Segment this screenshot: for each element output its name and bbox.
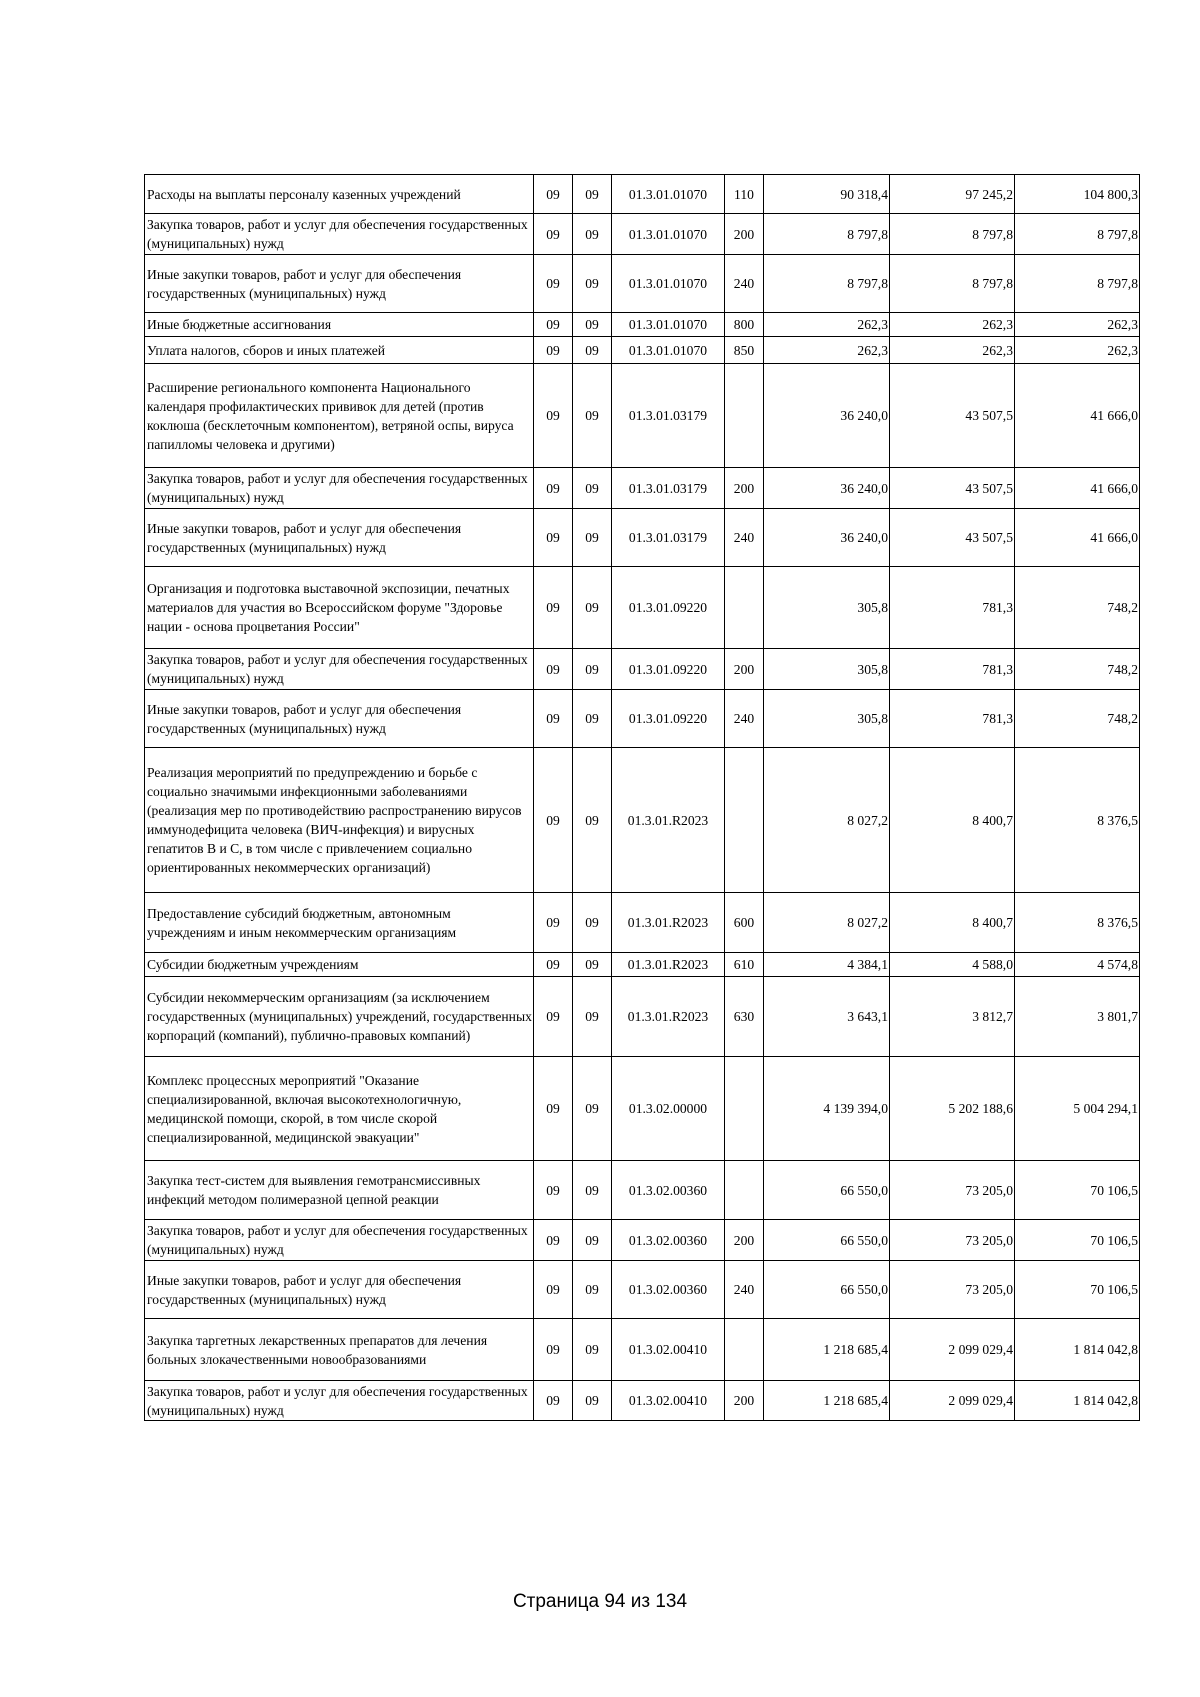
row-section: 09	[534, 313, 573, 337]
row-amount-2: 4 588,0	[890, 953, 1015, 977]
row-amount-3: 3 801,7	[1015, 977, 1140, 1057]
table-row	[145, 953, 1140, 977]
table-row	[145, 509, 1140, 567]
row-subsection: 09	[573, 1161, 612, 1220]
row-section: 09	[534, 175, 573, 214]
row-amount-1: 8 797,8	[764, 255, 890, 313]
row-section: 09	[534, 893, 573, 953]
row-target-article: 01.3.01.09220	[612, 649, 725, 690]
row-amount-3: 70 106,5	[1015, 1261, 1140, 1319]
row-subsection: 09	[573, 214, 612, 255]
row-expense-type	[725, 1319, 764, 1381]
row-subsection: 09	[573, 509, 612, 567]
row-amount-2: 781,3	[890, 649, 1015, 690]
row-section: 09	[534, 255, 573, 313]
row-amount-1: 305,8	[764, 649, 890, 690]
row-expense-type: 200	[725, 649, 764, 690]
row-target-article: 01.3.01.R2023	[612, 748, 725, 893]
row-amount-2: 8 400,7	[890, 748, 1015, 893]
row-amount-2: 43 507,5	[890, 509, 1015, 567]
row-target-article: 01.3.01.01070	[612, 313, 725, 337]
row-name: Предоставление субсидий бюджетным, автономным учреждениям и иным некоммерческим организациям	[145, 893, 534, 953]
row-amount-1: 36 240,0	[764, 364, 890, 468]
row-target-article: 01.3.01.01070	[612, 255, 725, 313]
table-row	[145, 690, 1140, 748]
row-amount-3: 8 797,8	[1015, 214, 1140, 255]
row-target-article: 01.3.01.09220	[612, 567, 725, 649]
table-row	[145, 649, 1140, 690]
row-section: 09	[534, 977, 573, 1057]
row-amount-2: 262,3	[890, 337, 1015, 364]
row-amount-3: 8 376,5	[1015, 748, 1140, 893]
row-section: 09	[534, 953, 573, 977]
row-expense-type	[725, 748, 764, 893]
row-expense-type	[725, 567, 764, 649]
row-expense-type: 630	[725, 977, 764, 1057]
row-target-article: 01.3.02.00000	[612, 1057, 725, 1161]
row-amount-1: 4 384,1	[764, 953, 890, 977]
row-expense-type: 240	[725, 690, 764, 748]
row-amount-3: 70 106,5	[1015, 1161, 1140, 1220]
row-amount-3: 748,2	[1015, 690, 1140, 748]
row-section: 09	[534, 1161, 573, 1220]
row-amount-1: 4 139 394,0	[764, 1057, 890, 1161]
row-amount-2: 97 245,2	[890, 175, 1015, 214]
row-amount-1: 262,3	[764, 313, 890, 337]
row-subsection: 09	[573, 893, 612, 953]
row-amount-1: 262,3	[764, 337, 890, 364]
row-section: 09	[534, 509, 573, 567]
row-target-article: 01.3.01.09220	[612, 690, 725, 748]
row-amount-1: 8 027,2	[764, 893, 890, 953]
row-target-article: 01.3.02.00360	[612, 1161, 725, 1220]
row-amount-1: 305,8	[764, 567, 890, 649]
row-target-article: 01.3.02.00410	[612, 1319, 725, 1381]
table-row	[145, 1381, 1140, 1421]
row-amount-3: 748,2	[1015, 649, 1140, 690]
row-name: Иные закупки товаров, работ и услуг для обеспечения государственных (муниципальных) нужд	[145, 255, 534, 313]
table-row	[145, 175, 1140, 214]
table-row	[145, 214, 1140, 255]
row-subsection: 09	[573, 567, 612, 649]
row-amount-2: 3 812,7	[890, 977, 1015, 1057]
row-amount-2: 781,3	[890, 690, 1015, 748]
row-subsection: 09	[573, 468, 612, 509]
row-subsection: 09	[573, 175, 612, 214]
row-amount-3: 41 666,0	[1015, 364, 1140, 468]
table-row	[145, 977, 1140, 1057]
row-amount-2: 73 205,0	[890, 1161, 1015, 1220]
row-expense-type: 200	[725, 468, 764, 509]
table-row	[145, 468, 1140, 509]
row-amount-3: 262,3	[1015, 313, 1140, 337]
row-amount-2: 2 099 029,4	[890, 1319, 1015, 1381]
row-name: Закупка таргетных лекарственных препаратов для лечения больных злокачественными новообразованиями	[145, 1319, 534, 1381]
row-name: Субсидии некоммерческим организациям (за исключением государственных (муниципальных) учреждений, государственных корпораций (компаний), публично-правовых компаний)	[145, 977, 534, 1057]
row-amount-3: 41 666,0	[1015, 509, 1140, 567]
row-expense-type	[725, 1161, 764, 1220]
row-expense-type: 240	[725, 255, 764, 313]
row-amount-1: 1 218 685,4	[764, 1381, 890, 1421]
row-name: Иные закупки товаров, работ и услуг для обеспечения государственных (муниципальных) нужд	[145, 690, 534, 748]
row-subsection: 09	[573, 364, 612, 468]
table-row	[145, 1057, 1140, 1161]
row-name: Уплата налогов, сборов и иных платежей	[145, 337, 534, 364]
row-subsection: 09	[573, 953, 612, 977]
row-target-article: 01.3.02.00360	[612, 1220, 725, 1261]
row-target-article: 01.3.01.R2023	[612, 977, 725, 1057]
row-subsection: 09	[573, 313, 612, 337]
row-amount-3: 262,3	[1015, 337, 1140, 364]
row-subsection: 09	[573, 748, 612, 893]
table-row	[145, 337, 1140, 364]
budget-table	[144, 174, 1140, 1421]
row-section: 09	[534, 1261, 573, 1319]
row-amount-3: 41 666,0	[1015, 468, 1140, 509]
row-expense-type: 610	[725, 953, 764, 977]
row-name: Иные закупки товаров, работ и услуг для обеспечения государственных (муниципальных) нужд	[145, 1261, 534, 1319]
row-amount-1: 3 643,1	[764, 977, 890, 1057]
row-target-article: 01.3.01.R2023	[612, 953, 725, 977]
row-name: Реализация мероприятий по предупреждению и борьбе с социально значимыми инфекционными заболеваниями (реализация мер по противодействию распространению вирусов иммунодефицита человека (ВИЧ-инфекция) и вирусных гепатитов B и C, в том числе с привлечением социально ориентированных некоммерческих организаций)	[145, 748, 534, 893]
row-amount-3: 748,2	[1015, 567, 1140, 649]
row-name: Закупка товаров, работ и услуг для обеспечения государственных (муниципальных) нужд	[145, 649, 534, 690]
row-amount-2: 5 202 188,6	[890, 1057, 1015, 1161]
row-section: 09	[534, 1319, 573, 1381]
table-body	[145, 175, 1140, 1421]
row-name: Закупка товаров, работ и услуг для обеспечения государственных (муниципальных) нужд	[145, 468, 534, 509]
row-amount-2: 8 797,8	[890, 255, 1015, 313]
row-expense-type: 200	[725, 214, 764, 255]
row-amount-2: 43 507,5	[890, 468, 1015, 509]
row-section: 09	[534, 690, 573, 748]
row-subsection: 09	[573, 690, 612, 748]
row-amount-1: 36 240,0	[764, 468, 890, 509]
row-section: 09	[534, 337, 573, 364]
row-amount-3: 1 814 042,8	[1015, 1319, 1140, 1381]
row-expense-type: 800	[725, 313, 764, 337]
row-amount-2: 781,3	[890, 567, 1015, 649]
row-subsection: 09	[573, 1261, 612, 1319]
row-subsection: 09	[573, 1381, 612, 1421]
table-row	[145, 748, 1140, 893]
row-amount-2: 8 797,8	[890, 214, 1015, 255]
row-amount-3: 1 814 042,8	[1015, 1381, 1140, 1421]
row-expense-type: 600	[725, 893, 764, 953]
row-amount-2: 73 205,0	[890, 1220, 1015, 1261]
row-target-article: 01.3.01.03179	[612, 364, 725, 468]
row-section: 09	[534, 364, 573, 468]
row-target-article: 01.3.01.01070	[612, 214, 725, 255]
row-amount-1: 8 797,8	[764, 214, 890, 255]
row-expense-type: 110	[725, 175, 764, 214]
row-amount-3: 4 574,8	[1015, 953, 1140, 977]
row-target-article: 01.3.02.00410	[612, 1381, 725, 1421]
row-amount-1: 1 218 685,4	[764, 1319, 890, 1381]
row-subsection: 09	[573, 649, 612, 690]
table-row	[145, 1319, 1140, 1381]
row-amount-3: 5 004 294,1	[1015, 1057, 1140, 1161]
row-amount-3: 70 106,5	[1015, 1220, 1140, 1261]
row-amount-1: 66 550,0	[764, 1261, 890, 1319]
row-expense-type: 200	[725, 1220, 764, 1261]
row-name: Закупка товаров, работ и услуг для обеспечения государственных (муниципальных) нужд	[145, 214, 534, 255]
row-section: 09	[534, 214, 573, 255]
row-subsection: 09	[573, 1220, 612, 1261]
row-name: Закупка тест-систем для выявления гемотрансмиссивных инфекций методом полимеразной цепной реакции	[145, 1161, 534, 1220]
row-expense-type: 200	[725, 1381, 764, 1421]
row-target-article: 01.3.01.01070	[612, 337, 725, 364]
row-amount-1: 8 027,2	[764, 748, 890, 893]
row-expense-type: 240	[725, 1261, 764, 1319]
row-amount-2: 2 099 029,4	[890, 1381, 1015, 1421]
row-expense-type: 850	[725, 337, 764, 364]
row-name: Расширение регионального компонента Национального календаря профилактических прививок для детей (против коклюша (бесклеточным компонентом), ветряной оспы, вируса папилломы человека и другими)	[145, 364, 534, 468]
row-section: 09	[534, 1057, 573, 1161]
row-subsection: 09	[573, 255, 612, 313]
row-amount-2: 73 205,0	[890, 1261, 1015, 1319]
row-expense-type	[725, 1057, 764, 1161]
row-name: Закупка товаров, работ и услуг для обеспечения государственных (муниципальных) нужд	[145, 1381, 534, 1421]
row-amount-2: 262,3	[890, 313, 1015, 337]
table-row	[145, 255, 1140, 313]
row-name: Закупка товаров, работ и услуг для обеспечения государственных (муниципальных) нужд	[145, 1220, 534, 1261]
row-name: Комплекс процессных мероприятий "Оказание специализированной, включая высокотехнологичную, медицинской помощи, скорой, в том числе скорой специализированной, медицинской эвакуации"	[145, 1057, 534, 1161]
row-target-article: 01.3.01.03179	[612, 509, 725, 567]
page-number: Страница 94 из 134	[512, 1591, 688, 1612]
row-amount-2: 8 400,7	[890, 893, 1015, 953]
row-name: Организация и подготовка выставочной экспозиции, печатных материалов для участия во Всероссийском форуме "Здоровье нации - основа процветания России"	[145, 567, 534, 649]
row-section: 09	[534, 1381, 573, 1421]
row-subsection: 09	[573, 337, 612, 364]
row-amount-3: 104 800,3	[1015, 175, 1140, 214]
row-section: 09	[534, 468, 573, 509]
row-target-article: 01.3.01.R2023	[612, 893, 725, 953]
row-name: Иные бюджетные ассигнования	[145, 313, 534, 337]
row-expense-type	[725, 364, 764, 468]
row-subsection: 09	[573, 1319, 612, 1381]
row-amount-1: 36 240,0	[764, 509, 890, 567]
row-expense-type: 240	[725, 509, 764, 567]
table-row	[145, 567, 1140, 649]
table-row	[145, 1220, 1140, 1261]
row-amount-3: 8 797,8	[1015, 255, 1140, 313]
row-amount-3: 8 376,5	[1015, 893, 1140, 953]
table-row	[145, 364, 1140, 468]
row-amount-2: 43 507,5	[890, 364, 1015, 468]
row-section: 09	[534, 649, 573, 690]
row-amount-1: 66 550,0	[764, 1161, 890, 1220]
row-target-article: 01.3.01.03179	[612, 468, 725, 509]
table-row	[145, 1161, 1140, 1220]
row-amount-1: 305,8	[764, 690, 890, 748]
row-subsection: 09	[573, 1057, 612, 1161]
row-section: 09	[534, 567, 573, 649]
row-subsection: 09	[573, 977, 612, 1057]
table-row	[145, 1261, 1140, 1319]
row-name: Субсидии бюджетным учреждениям	[145, 953, 534, 977]
table-row	[145, 313, 1140, 337]
row-target-article: 01.3.02.00360	[612, 1261, 725, 1319]
row-name: Расходы на выплаты персоналу казенных учреждений	[145, 175, 534, 214]
row-name: Иные закупки товаров, работ и услуг для обеспечения государственных (муниципальных) нужд	[145, 509, 534, 567]
row-section: 09	[534, 748, 573, 893]
row-section: 09	[534, 1220, 573, 1261]
row-amount-1: 90 318,4	[764, 175, 890, 214]
row-target-article: 01.3.01.01070	[612, 175, 725, 214]
table-row	[145, 893, 1140, 953]
row-amount-1: 66 550,0	[764, 1220, 890, 1261]
